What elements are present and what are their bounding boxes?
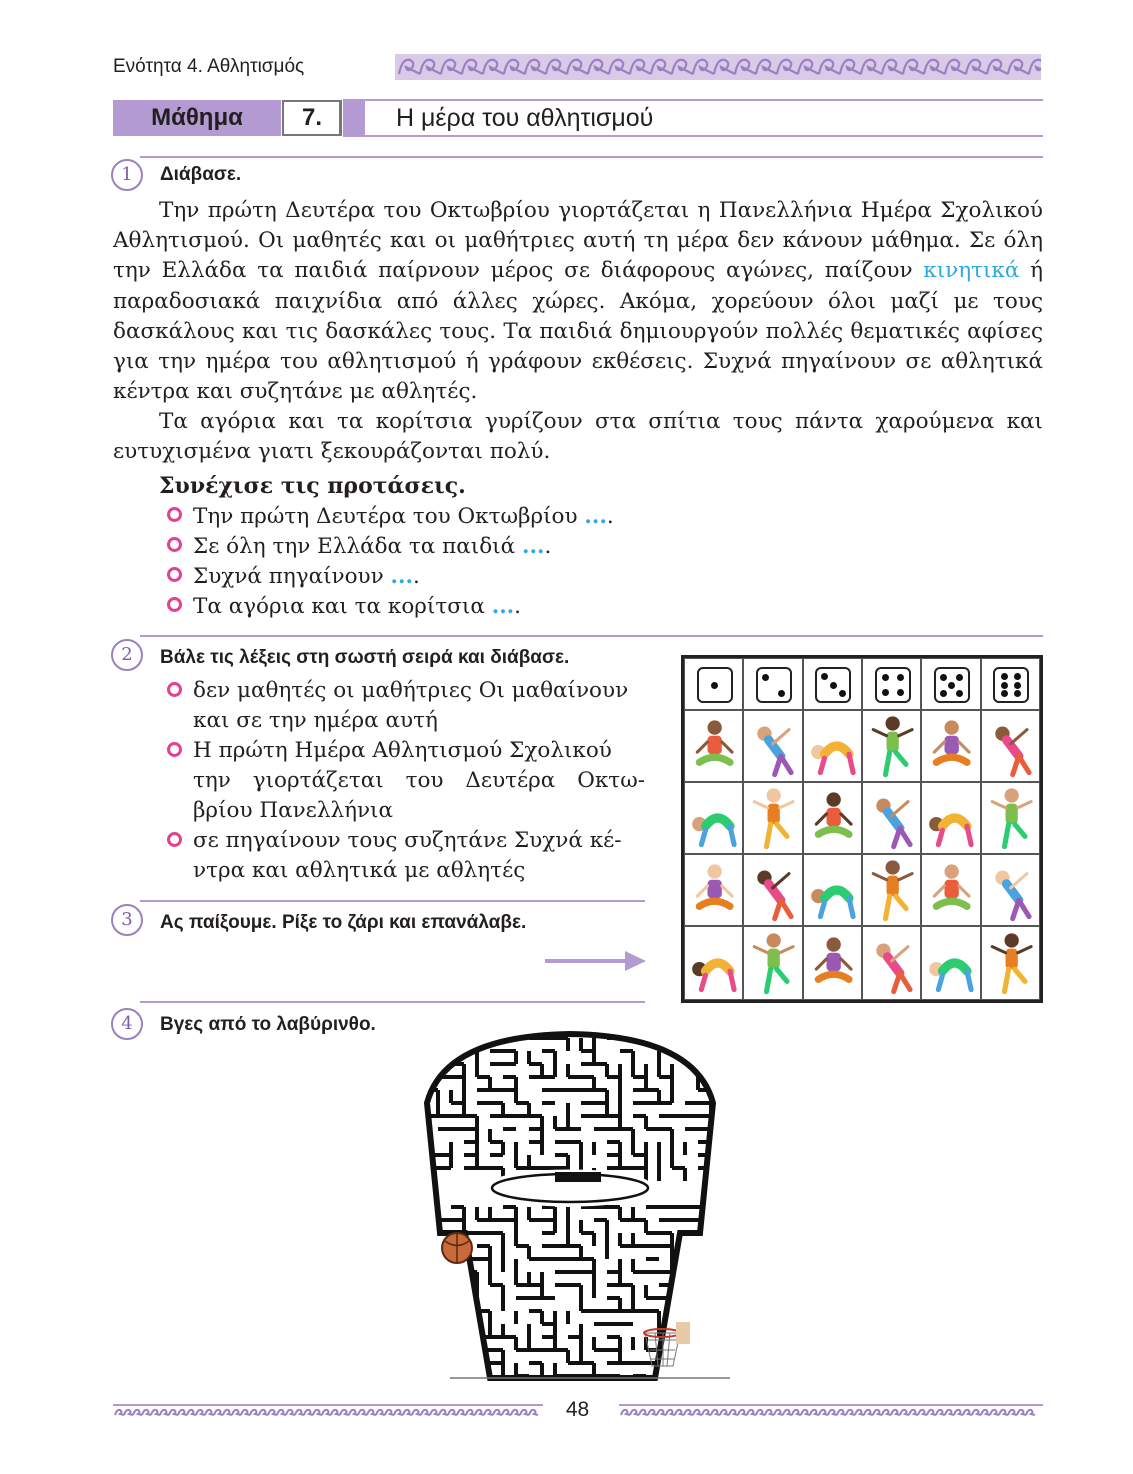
- yoga-pose-cell: [743, 782, 802, 854]
- yoga-pose-icon: [744, 783, 803, 855]
- yoga-pose-cell: [862, 854, 921, 926]
- yoga-pose-icon: [863, 927, 922, 1001]
- dice-pip: [762, 674, 769, 681]
- basketball-maze-image[interactable]: [405, 1028, 735, 1383]
- yoga-pose-cell: [803, 782, 862, 854]
- yoga-pose-cell: [981, 854, 1040, 926]
- scrambled-sentence-3: σε πηγαίνουν τους συζητάνε Συχνά κέ- ντρα και αθλητικά με αθλητές: [193, 828, 622, 883]
- dice-pip: [1001, 673, 1008, 680]
- dice-cell: [684, 658, 743, 710]
- dice-face-3-icon: [815, 667, 851, 703]
- yoga-pose-icon: [685, 711, 744, 783]
- yoga-pose-icon: [922, 783, 981, 855]
- yoga-pose-icon: [922, 855, 981, 927]
- section-divider: [140, 1001, 645, 1003]
- yoga-pose-icon: [982, 783, 1041, 855]
- yoga-pose-cell: [981, 782, 1040, 854]
- yoga-pose-cell: [981, 710, 1040, 782]
- yoga-pose-cell: [803, 854, 862, 926]
- yoga-pose-icon: [863, 783, 922, 855]
- dice-pip: [821, 673, 828, 680]
- sentence-item-2: Σε όλη την Ελλάδα τα παιδιά ....: [193, 534, 552, 559]
- reading-paragraph-2: Τα αγόρια και τα κορίτσια γυρίζουν στα σπίτια τους πάντα χαρούμενα και ευτυχισμένα γιατι ξεκουράζονται πολύ.: [113, 409, 1043, 465]
- exercise-number-4: 4: [111, 1008, 143, 1040]
- exercise-4-instruction: Βγες από το λαβύρινθο.: [160, 1014, 376, 1035]
- yoga-pose-icon: [863, 711, 922, 783]
- yoga-pose-icon: [982, 855, 1041, 927]
- yoga-pose-icon: [982, 711, 1041, 783]
- yoga-pose-icon: [982, 927, 1041, 1001]
- dice-pip: [778, 690, 785, 697]
- dice-pip: [1014, 682, 1021, 689]
- lesson-label: Μάθημα: [151, 104, 243, 131]
- dice-pip: [839, 690, 846, 697]
- dice-pip: [882, 689, 889, 696]
- yoga-pose-cell: [684, 782, 743, 854]
- dice-cell: [921, 658, 980, 710]
- yoga-pose-cell: [921, 710, 980, 782]
- dice-cell: [743, 658, 802, 710]
- yoga-pose-cell: [684, 710, 743, 782]
- dice-cell: [803, 658, 862, 710]
- bullet-icon: [167, 537, 182, 552]
- scrambled-sentence-2: Η πρώτη Ημέρα Αθλητισμού Σχολικού την γιορτάζεται του Δευτέρα Οκτω- βρίου Πανελλήνια: [193, 738, 645, 823]
- dice-face-6-icon: [993, 667, 1029, 703]
- page-number: 48: [565, 1398, 590, 1421]
- yoga-pose-cell: [862, 782, 921, 854]
- yoga-pose-cell: [743, 854, 802, 926]
- title-bottom-rule: [343, 135, 1043, 137]
- title-top-rule: [343, 99, 1043, 101]
- yoga-pose-cell: [921, 926, 980, 1000]
- exercise-number-3: 3: [111, 904, 143, 936]
- yoga-pose-icon: [744, 927, 803, 1001]
- dice-pip: [948, 682, 955, 689]
- yoga-pose-cell: [743, 926, 802, 1000]
- lesson-accent-strip: [343, 100, 365, 136]
- exercise-3-instruction: Ας παίξουμε. Ρίξε το ζάρι και επανάλαβε.: [160, 912, 527, 933]
- dice-pip: [1014, 690, 1021, 697]
- dice-face-1-icon: [697, 667, 733, 703]
- bullet-icon: [167, 832, 182, 847]
- footer-wave-right: [619, 1404, 1043, 1418]
- yoga-pose-icon: [744, 711, 803, 783]
- yoga-pose-cell: [803, 710, 862, 782]
- sentence-item-4: Τα αγόρια και τα κορίτσια ....: [193, 594, 522, 619]
- sentence-item-1: Την πρώτη Δευτέρα του Οκτωβρίου ....: [193, 504, 614, 529]
- yoga-pose-cell: [981, 926, 1040, 1000]
- exercise-number-1: 1: [111, 159, 143, 191]
- section-divider: [140, 635, 1043, 637]
- yoga-pose-cell: [684, 854, 743, 926]
- dice-face-5-icon: [934, 667, 970, 703]
- bullet-icon: [167, 742, 182, 757]
- dice-pip: [940, 690, 947, 697]
- dice-cell: [862, 658, 921, 710]
- yoga-pose-icon: [804, 711, 863, 783]
- lesson-number: 7.: [301, 104, 322, 131]
- yoga-pose-cell: [743, 710, 802, 782]
- section-divider: [140, 156, 1043, 158]
- bullet-icon: [167, 597, 182, 612]
- bullet-icon: [167, 682, 182, 697]
- yoga-pose-icon: [922, 711, 981, 783]
- bullet-icon: [167, 567, 182, 582]
- yoga-pose-cell: [862, 926, 921, 1000]
- yoga-pose-icon: [685, 927, 744, 1001]
- dice-face-2-icon: [756, 667, 792, 703]
- dice-pip: [956, 690, 963, 697]
- lesson-title: Η μέρα του αθλητισμού: [396, 104, 654, 132]
- footer-wave-left: [113, 1404, 543, 1418]
- yoga-pose-icon: [922, 927, 981, 1001]
- dice-pip: [897, 674, 904, 681]
- yoga-pose-cell: [862, 710, 921, 782]
- unit-label: Ενότητα 4. Αθλητισμός: [113, 56, 305, 77]
- exercise-2-instruction: Βάλε τις λέξεις στη σωστή σειρά και διάβασε.: [160, 647, 570, 668]
- yoga-pose-cell: [684, 926, 743, 1000]
- dice-pip: [897, 689, 904, 696]
- dice-pip: [882, 674, 889, 681]
- dice-pip: [1001, 682, 1008, 689]
- yoga-pose-icon: [685, 855, 744, 927]
- bullet-icon: [167, 507, 182, 522]
- yoga-pose-icon: [804, 783, 863, 855]
- yoga-pose-cell: [803, 926, 862, 1000]
- dice-cell: [981, 658, 1040, 710]
- dice-face-4-icon: [875, 667, 911, 703]
- section-divider: [140, 900, 645, 902]
- dice-pip: [956, 674, 963, 681]
- yoga-pose-cell: [921, 782, 980, 854]
- dice-pip: [940, 674, 947, 681]
- yoga-pose-icon: [863, 855, 922, 927]
- yoga-pose-cell: [921, 854, 980, 926]
- sentence-item-3: Συχνά πηγαίνουν ....: [193, 564, 420, 589]
- dice-pip: [1001, 690, 1008, 697]
- dice-pip: [1014, 673, 1021, 680]
- arrow-right-icon: [545, 948, 647, 974]
- highlighted-word: κινητικά: [923, 258, 1020, 284]
- dice-pip: [711, 682, 718, 689]
- decorative-wave-band: [395, 54, 1041, 80]
- yoga-pose-icon: [744, 855, 803, 927]
- exercise-1-instruction: Διάβασε.: [160, 164, 242, 185]
- yoga-pose-icon: [804, 927, 863, 1001]
- scrambled-sentence-1: δεν μαθητές οι μαθήτριες Οι μαθαίνουν και σε την ημέρα αυτή: [193, 678, 629, 733]
- dice-pip: [830, 682, 837, 689]
- continue-sentences-instruction: Συνέχισε τις προτάσεις.: [159, 473, 466, 499]
- reading-paragraph-1: Την πρώτη Δευτέρα του Οκτωβρίου γιορτάζεται η Πανελλήνια Ημέρα Σχολικού Αθλητισμού. Οι μαθητές και οι μαθήτριες αυτή τη μέρα δεν κάνουν μάθημα. Σε όλη την Ελλάδα τα παιδιά παίρνουν μέρος σε διάφορους αγώνες, παίζουν κινητικά ή παραδοσιακά παιχνίδια από άλλες χώρες. Ακόμα, χορεύουν όλοι μαζί με τους δασκάλους και τις δασκάλες τους. Τα παιδιά δημιουργούν πολλές θεματικές αφίσες για την ημέρα του αθλητισμού ή γράφουν εκθέσεις. Συχνά πηγαίνουν σε αθλητικά κέντρα και συζητάνε με αθλητές.: [113, 198, 1044, 405]
- yoga-pose-icon: [804, 855, 863, 927]
- exercise-number-2: 2: [111, 639, 143, 671]
- dice-yoga-grid: [681, 655, 1043, 1003]
- yoga-pose-icon: [685, 783, 744, 855]
